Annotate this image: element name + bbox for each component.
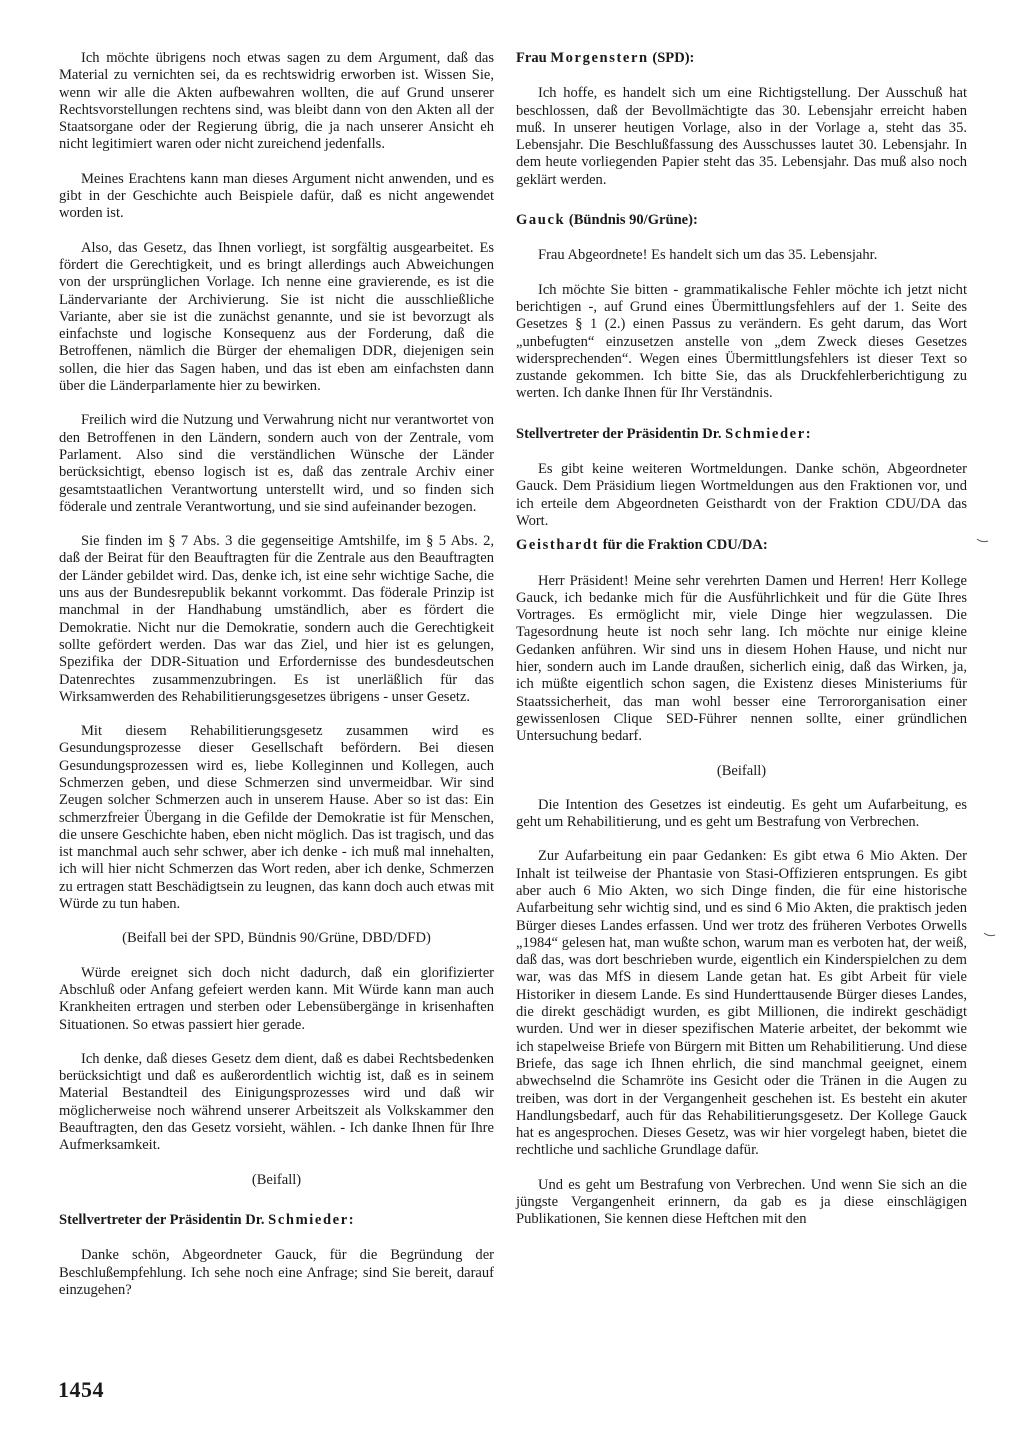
applause-note: (Beifall) — [716, 762, 767, 779]
page-number: 1454 — [58, 1377, 104, 1402]
paragraph: Also, das Gesetz, das Ihnen vorliegt, ist sorgfältig ausgearbeitet. Es fördert die Gerechtigkeit, und es bringt allerdings auch Abweichungen von der ursprünglichen Vorlage. Ich nenne eine gravierende, es ist die Ländervariante der Archivierung. Sie ist nicht die ausschließliche Variante, aber sie ist die zunächst genannte, und sie ist bevorzugt als einfachste und logische Konsequenz aus der Forderung, daß die Betroffenen, nämlich die Bürger der ehemaligen DDR, diejenigen sein sollen, die hier das Sagen haben, und das ist eben am einfachsten dann über die Länderparlamente hier zu bewirken. — [59, 239, 494, 395]
speaker-heading — [516, 426, 967, 443]
speaker-heading — [516, 537, 967, 554]
speaker-party: für die Fraktion CDU/DA: — [599, 537, 768, 554]
paragraph: Zur Aufarbeitung ein paar Gedanken: Es gibt etwa 6 Mio Akten. Der Inhalt ist teilweise der Phantasie von Stasi-Offizieren entsprungen. Es gibt aber auch 6 Mio Akten, wo sich Dinge finden, die für eine historische Aufarbeitung sehr wichtig sind, und es sind 6 Mio Akten, die praktisch jeden Bürger dieses Landes erfassen. Und wer trotz des früheren Verbotes Orwells „1984“ gelesen hat, man wußte schon, warum man es verboten hat, der weiß, daß das, was dort beschrieben wurde, eigentlich ein Kinderspielchen zu dem war, was das MfS in diesem Lande getan hat. Es gibt Arbeit für viele Historiker in diesem Lande. Es sind Hunderttausende Bürger dieses Landes, die direkt geschädigt wurden, es gibt Millionen, die indirekt geschädigt wurden. Und wer in dieser spezifischen Materie arbeitet, der bekommt wie ich stapelweise Briefe von Bürgern mit Bitten um Rehabilitierung. Und diese Briefe, das sage ich Ihnen ehrlich, die sind manchmal geeignet, einem abwechselnd die Schamröte ins Gesicht oder die Tränen in die Augen zu treiben, was dort in der Vergangenheit geschehen ist. Es besteht ein akuter Handlungsbedarf, auch für das Rehabilitierungsgesetz. Der Kollege Gauck hat es angesprochen. Dieses Gesetz, was wir hier vorgelegt haben, bietet die rechtliche und sachliche Grundlage dafür. — [516, 848, 967, 1159]
paragraph: Die Intention des Gesetzes ist eindeutig. Es geht um Aufarbeitung, es geht um Rehabilitierung, und es geht um Bestrafung von Verbrechen. — [516, 796, 967, 831]
paragraph: Frau Abgeordnete! Es handelt sich um das 35. Lebensjahr. — [538, 247, 878, 264]
speaker-heading — [59, 1212, 494, 1229]
speaker-heading — [516, 50, 967, 67]
paragraph: Sie finden im § 7 Abs. 3 die gegenseitige Amtshilfe, im § 5 Abs. 2, daß der Beirat für den Beauftragten für die Zentrale aus den Beauftragten der Länder gebildet wird. Das, denke ich, ist eine sehr wichtige Sache, die uns aus der Bundesrepublik bekannt vorkommt. Das föderale Prinzip ist manchmal in der Handhabung umständlich, aber es fördert die Demokratie. Nicht nur die Demokratie, sondern auch die Gerechtigkeit sollte gefördert werden. Das war das Ziel, und hier ist es gelungen, Spezifika der DDR-Situation und Erfordernisse des bundesdeutschen Datenrechtes zusammenzubringen. Es ist unerläßlich für das Wirksamwerden des Rehabilitierungsgesetzes übrigens - unser Gesetz. — [59, 533, 494, 705]
speaker-name: Morgenstern — [550, 50, 649, 66]
paragraph: Ich hoffe, es handelt sich um eine Richtigstellung. Der Ausschuß hat beschlossen, daß der Bevollmächtigte das 30. Lebensjahr erreicht haben muß. In unserer heutigen Vorlage, also in der Vorlage a, steht das 35. Lebensjahr. Die Beschlußfassung des Ausschusses lautet 30. Lebensjahr. In dem heute vorliegenden Papier steht das 35. Lebensjahr. Das muß also noch geklärt werden. — [516, 85, 967, 188]
paragraph: Mit diesem Rehabilitierungsgesetz zusammen wird es Gesundungsprozesse dieser Gesellschaft befördern. Bei diesen Gesundungsprozessen wird es, liebe Kolleginnen und Kollegen, auch Schmerzen geben, und diese Schmerzen sind unvermeidbar. Wir sind Zeugen solcher Schmerzen auch in unserem Hause. Aber so ist das: Ein schmerzfreier Übergang in die Gefilde der Demokratie ist für Menschen, die unsere Geschichte haben, eben nicht möglich. Das ist tragisch, und das ist manchmal auch sehr schwer, aber ich denke - ich muß mal innehalten, ich will hier nicht Schmerzen das Wort reden, aber ich denke, Schmerzen zu ertragen statt Beschädigtsein zu leugnen, das kann doch auch etwas mit Würde zu tun haben. — [59, 723, 494, 913]
paragraph: Danke schön, Abgeordneter Gauck, für die Begründung der Beschlußempfehlung. Ich sehe noch eine Anfrage; sind Sie bereit, darauf einzugehen? — [59, 1247, 494, 1298]
paragraph: Es gibt keine weiteren Wortmeldungen. Danke schön, Abgeordneter Gauck. Dem Präsidium liegen Wortmeldungen aus den Fraktionen vor, und ich erteile dem Abgeordneten Geisthardt von der Fraktion CDU/DA das Wort. — [516, 461, 967, 529]
speaker-party: (Bündnis 90/Grüne): — [565, 212, 698, 229]
paragraph: Ich möchte übrigens noch etwas sagen zu dem Argument, daß das Material zu vernichten sei, da es rechtswidrig erworben ist. Wissen Sie, wenn wir alle die Akten aufbewahren wollten, die auf Grund unserer Rechtsvorstellungen rechtens sind, was bleibt dann von den Akten all der Staatsorgane oder der Regierung übrig, die ja nach unserer Ansicht eh nicht legitimiert waren oder nicht zureichend jedenfalls. — [59, 50, 494, 153]
applause-note: (Beifall bei der SPD, Bündnis 90/Grüne, DBD/DFD) — [122, 930, 431, 947]
paragraph: Meines Erachtens kann man dieses Argument nicht anwenden, und es gibt in der Geschichte auch Beispiele dafür, daß es nicht angewendet worden ist. — [59, 170, 494, 222]
paragraph: Und es geht um Bestrafung von Verbrechen. Und wenn Sie sich an die jüngste Vergangenheit erinnern, da gab es ja diese einschlägigen Publikationen, Sie kennen diese Heftchen mit den — [516, 1176, 967, 1228]
speaker-name: Geisthardt — [516, 537, 600, 554]
margin-mark — [983, 932, 996, 937]
speaker-name: Gauck — [516, 212, 566, 229]
paragraph: Ich möchte Sie bitten - grammatikalische Fehler möchte ich jetzt nicht berichtigen -, auf Grund eines Übermittlungsfehlers auf der 1. Seite des Gesetzes § 1 (2.) einen Passus zu verändern. Es geht darum, das Wort „unbefugten“ einzusetzen anstelle von „dem Zweck dieses Gesetzes widersprechenden“. Wegen eines Übermittlungsfehlers ist dieser Text so zustande gekommen. Ich bitte Sie, das als Druckfehlerberichtigung zu werten. Ich danke Ihnen für Ihr Verständnis. — [516, 281, 967, 402]
margin-mark — [976, 538, 989, 543]
applause-note: (Beifall) — [251, 1171, 302, 1188]
speaker-name: Schmieder: — [268, 1211, 356, 1228]
right-column — [516, 50, 967, 1229]
left-column — [59, 50, 494, 1299]
paragraph: Ich denke, daß dieses Gesetz dem dient, daß es dabei Rechtsbedenken berücksichtigt und daß es außerordentlich wichtig ist, daß es in seinem Material Bestandteil des Einigungsprozesses wird und daß wir möglicherweise noch während unserer Arbeitszeit als Volkskammer den Beauftragten, den das Gesetz vorsieht, wählen. - Ich danke Ihnen für Ihre Aufmerksamkeit. — [59, 1050, 494, 1154]
speaker-heading — [516, 212, 967, 229]
speaker-title: Frau — [516, 50, 551, 66]
speaker-title: Stellvertreter der Präsidentin Dr. — [516, 425, 726, 442]
speaker-title: Stellvertreter der Präsidentin Dr. — [59, 1211, 269, 1228]
speaker-name: Schmieder: — [725, 425, 813, 442]
speaker-party: (SPD): — [648, 50, 695, 66]
paragraph: Freilich wird die Nutzung und Verwahrung nicht nur verantwortet von den Betroffenen in den Ländern, sondern auch von der Zentrale, vom Parlament. Also sind die verständlichen Wünsche der Länder berücksichtigt, ebenso logisch ist es, daß das zentrale Archiv einer gesamtstaatlichen Verantwortung unterstellt wird, und so finden sich föderale und zentrale Verantwortung, und sie sind aufeinander bezogen. — [59, 412, 494, 515]
paragraph: Herr Präsident! Meine sehr verehrten Damen und Herren! Herr Kollege Gauck, ich bedanke mich für die Ausführlichkeit und für die Güte Ihres Vortrages. Es ermöglicht mir, viele Dinge hier wegzulassen. Die Tagesordnung heute ist noch sehr lang. Ich möchte nur einige kleine Gedanken anführen. Wir sind uns in diesem Hohen Hause, und nicht nur hier, sondern auch im Lande draußen, sicherlich einig, daß das Wirken, ja, ich müßte eigentlich schon sagen, die Existenz dieses Ministeriums für Staatssicherheit, das man wohl besser eine Terrororganisation einer gewissenlosen Clique SED-Führer nennen sollte, einer gründlichen Untersuchung bedarf. — [516, 572, 967, 745]
paragraph: Würde ereignet sich doch nicht dadurch, daß ein glorifizierter Abschluß oder Anfang gefeiert werden kann. Mit Würde kann man auch Krankheiten ertragen und sterben oder Lebensübergänge in krisenhaften Situationen. So etwas passiert hier gerade. — [59, 964, 494, 1033]
